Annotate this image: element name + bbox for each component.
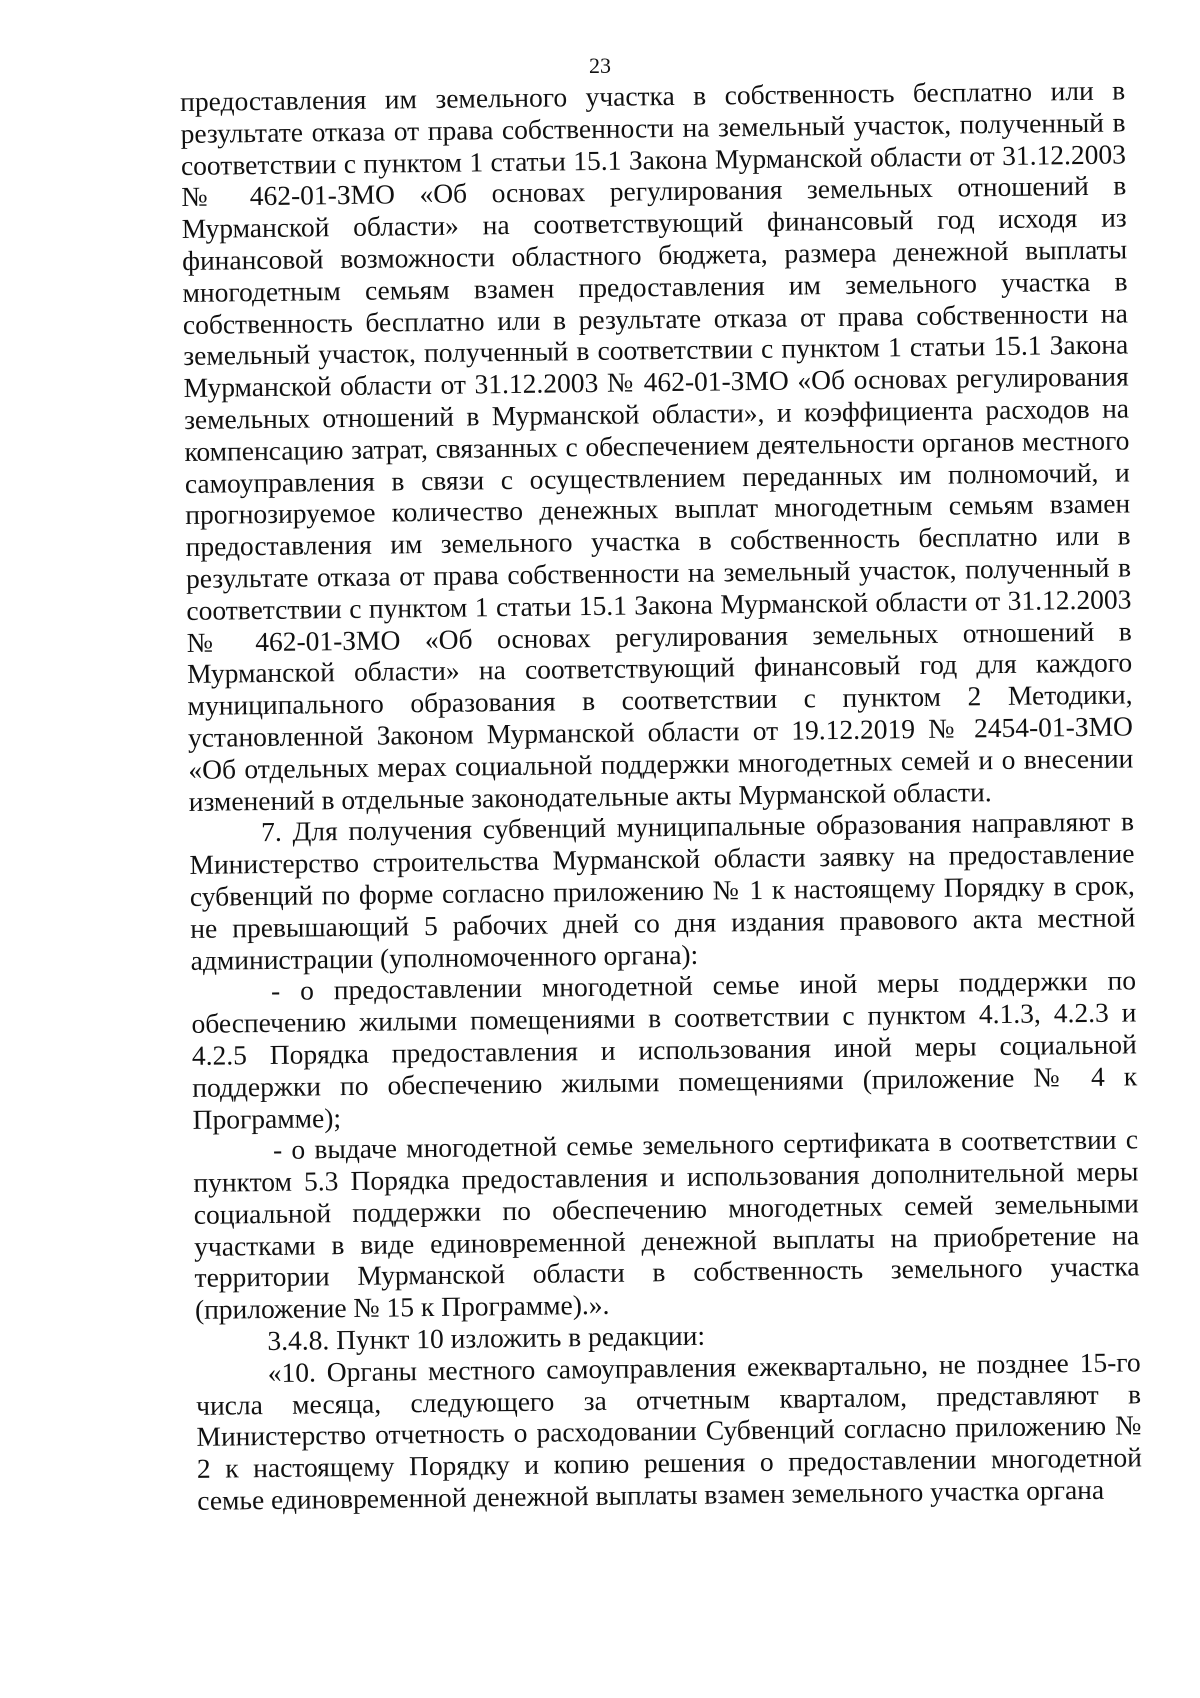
paragraph-bullet-certificate: - о выдаче многодетной семье земельного сертификата в соответствии с пунктом 5.3 Порядка предоставления и использования дополнительной меры социальной поддержки по обеспечению многодетных семей земельными участками в виде единовременной денежной выплаты на приобретение на территории Мурманской области в собственность земельного участка (приложение № 15 к Программе).». [193,1123,1140,1326]
paragraph-continuation: предоставления им земельного участка в собственность бесплатно или в результате отказа от права собственности на земельный участок, полученный в соответствии с пунктом 1 статьи 15.1 Закона Мурманской области от 31.12.2003 № 462-01-ЗМО «Об основах регулирования земельных отношений в Мурманской области» на соответствующий финансовый год исходя из финансовой возможности областного бюджета, размера денежной выплаты многодетным семьям взамен предоставления им земельного участка в собственность бесплатно или в результате отказа от права собственности на земельный участок, полученный в соответствии с пунктом 1 статьи 15.1 Закона Мурманской области от 31.12.2003 № 462-01-ЗМО «Об основах регулирования земельных отношений в Мурманской области», и коэффициента расходов на компенсацию затрат, связанных с обеспечением деятельности органов местного самоуправления в связи с осуществлением переданных им полномочий, и прогнозируемое количество денежных выплат многодетным семьям взамен предоставления им земельного участка в собственность бесплатно или в результате отказа от права собственности на земельный участок, полученный в соответствии с пунктом 1 статьи 15.1 Закона Мурманской области от 31.12.2003 № 462-01-ЗМО «Об основах регулирования земельных отношений в Мурманской области» на соответствующий финансовый год для каждого муниципального образования в соответствии с пунктом 2 Методики, установленной Законом Мурманской области от 19.12.2019 № 2454-01-ЗМО «Об отдельных мерах социальной поддержки многодетных семей и о внесении изменений в отдельные законодательные акты Мурманской области. [180,74,1134,817]
paragraph-bullet-housing: - о предоставлении многодетной семье иной меры поддержки по обеспечению жилыми помещениями в соответствии с пунктом 4.1.3, 4.2.3 и 4.2.5 Порядка предоставления и использования иной меры социальной поддержки по обеспечению жилыми помещениями (приложение № 4 к Программе); [191,964,1138,1135]
paragraph-item-10: «10. Органы местного самоуправления ежеквартально, не позднее 15-го числа месяца, следующего за отчетным кварталом, представляют в Министерство отчетность о расходовании Субвенций согласно приложению № 2 к настоящему Порядку и копию решения о предоставлении многодетной семье единовременной денежной выплаты взамен земельного участка органа [195,1346,1143,1516]
paragraph-item-7: 7. Для получения субвенций муниципальные образования направляют в Министерство строительства Мурманской области заявку на предоставление субвенций по форме согласно приложению № 1 к настоящему Порядку в срок, не превышающий 5 рабочих дней со дня издания правового акта местной администрации (уполномоченного органа): [189,805,1136,976]
page-number: 23 [589,53,611,78]
document-body [180,74,1142,1516]
paragraph-item-3-4-8: 3.4.8. Пункт 10 изложить в редакции: [267,1319,706,1357]
